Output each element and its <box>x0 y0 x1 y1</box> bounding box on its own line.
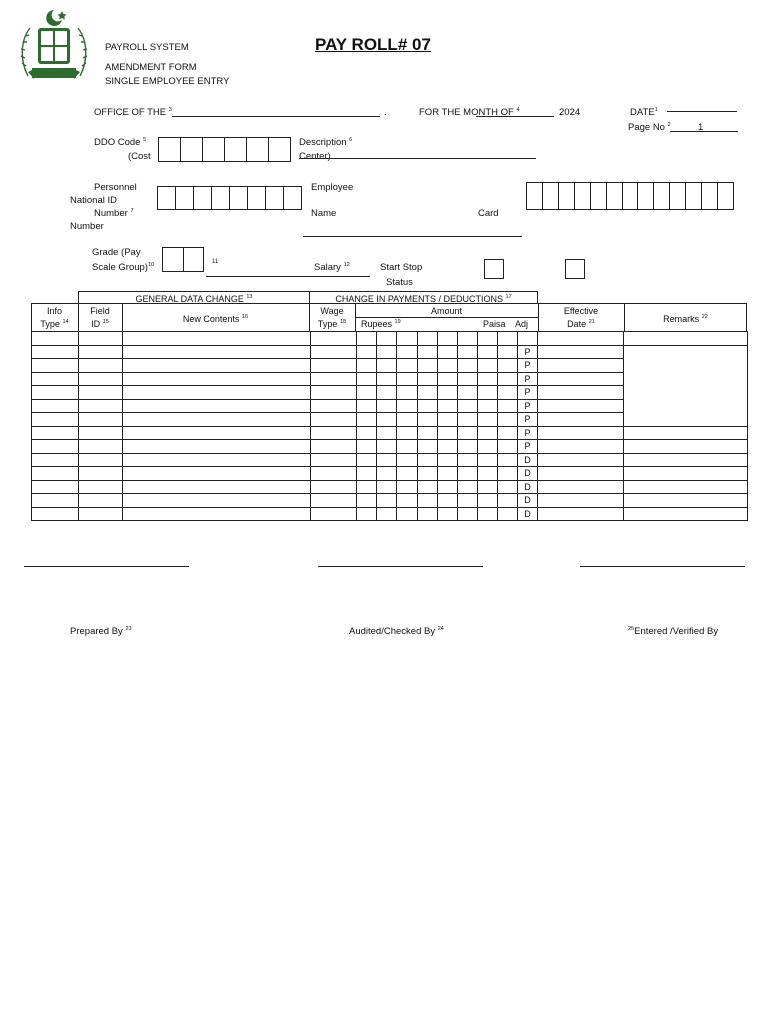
table-cell[interactable] <box>477 480 497 494</box>
table-cell[interactable] <box>377 399 397 413</box>
system-name: PAYROLL SYSTEM <box>105 42 189 53</box>
table-cell[interactable] <box>311 399 357 413</box>
field-11-label: 11 <box>212 259 219 265</box>
table-cell[interactable] <box>311 480 357 494</box>
table-cell[interactable] <box>477 345 497 359</box>
table-cell[interactable] <box>123 453 311 467</box>
table-cell[interactable] <box>123 359 311 373</box>
adj-cell[interactable]: P <box>517 345 537 359</box>
table-row <box>32 467 748 481</box>
table-cell[interactable] <box>538 480 624 494</box>
month-field[interactable] <box>476 116 554 117</box>
table-cell[interactable] <box>357 386 377 400</box>
table-cell[interactable] <box>357 480 377 494</box>
table-cell[interactable] <box>79 359 123 373</box>
table-cell[interactable] <box>457 386 477 400</box>
table-cell[interactable] <box>32 467 79 481</box>
table-cell[interactable] <box>123 494 311 508</box>
table-cell[interactable] <box>538 507 624 521</box>
table-cell[interactable] <box>397 399 417 413</box>
info-type-header: Info Type $^{14}$ <box>40 306 69 329</box>
table-cell[interactable] <box>417 372 437 386</box>
amount-header: Amount <box>430 306 463 316</box>
number-label-2: Number <box>70 221 104 232</box>
table-cell[interactable] <box>397 494 417 508</box>
table-cell[interactable] <box>497 440 517 454</box>
table-cell[interactable] <box>357 332 377 346</box>
table-cell[interactable] <box>538 467 624 481</box>
table-cell[interactable] <box>497 507 517 521</box>
table-cell[interactable] <box>417 507 437 521</box>
table-cell[interactable] <box>123 440 311 454</box>
table-cell[interactable] <box>79 332 123 346</box>
table-row <box>32 426 748 440</box>
table-cell[interactable] <box>79 372 123 386</box>
table-cell[interactable] <box>497 399 517 413</box>
entered-by-label: $^{25}$Entered /Verified By <box>628 626 719 638</box>
table-cell[interactable] <box>538 453 624 467</box>
table-cell[interactable] <box>538 426 624 440</box>
table-cell[interactable] <box>457 345 477 359</box>
adj-cell[interactable]: P <box>517 359 537 373</box>
table-cell[interactable] <box>32 372 79 386</box>
table-cell[interactable] <box>357 507 377 521</box>
paisa-header: Paisa <box>483 319 506 329</box>
table-cell[interactable] <box>79 480 123 494</box>
table-cell[interactable] <box>123 399 311 413</box>
table-cell[interactable] <box>79 345 123 359</box>
table-cell[interactable] <box>32 386 79 400</box>
table-cell[interactable] <box>377 413 397 427</box>
general-data-header: GENERAL DATA CHANGE $^{13}$ <box>135 294 253 304</box>
table-cell[interactable] <box>497 453 517 467</box>
table-cell[interactable] <box>357 372 377 386</box>
status-label: Status <box>386 277 413 288</box>
adj-header: Adj <box>515 319 529 329</box>
office-dot: . <box>384 107 387 118</box>
table-cell[interactable] <box>377 440 397 454</box>
table-cell[interactable] <box>624 440 748 454</box>
date-field[interactable] <box>667 111 737 112</box>
table-row <box>32 453 748 467</box>
table-cell[interactable] <box>457 359 477 373</box>
adj-cell[interactable]: P <box>517 386 537 400</box>
national-id-label: National ID <box>70 195 117 206</box>
table-cell[interactable] <box>397 386 417 400</box>
table-row <box>32 480 748 494</box>
table-cell[interactable] <box>417 399 437 413</box>
table-cell[interactable] <box>437 372 457 386</box>
table-cell[interactable] <box>397 480 417 494</box>
adj-cell[interactable]: P <box>517 426 537 440</box>
table-cell[interactable] <box>538 345 624 359</box>
table-cell[interactable] <box>32 507 79 521</box>
table-cell[interactable] <box>79 494 123 508</box>
salary-label: Salary $^{12}$ <box>314 262 350 274</box>
table-cell[interactable] <box>497 413 517 427</box>
name-label: Name <box>311 208 337 219</box>
table-cell[interactable] <box>377 359 397 373</box>
table-cell[interactable] <box>538 359 624 373</box>
table-cell[interactable] <box>357 426 377 440</box>
employee-label: Employee <box>311 182 354 193</box>
table-cell[interactable] <box>79 413 123 427</box>
table-cell[interactable] <box>497 494 517 508</box>
table-cell[interactable] <box>123 413 311 427</box>
table-cell[interactable] <box>32 332 79 346</box>
table-cell[interactable] <box>32 413 79 427</box>
table-cell[interactable] <box>437 480 457 494</box>
prepared-by-label: Prepared By $^{23}$ <box>70 626 132 638</box>
card-label: Card <box>478 208 499 219</box>
table-cell[interactable] <box>397 507 417 521</box>
remarks-merged-cell[interactable] <box>624 345 748 426</box>
table-cell[interactable] <box>79 440 123 454</box>
table-cell[interactable] <box>477 453 497 467</box>
table-cell[interactable] <box>377 372 397 386</box>
table-cell[interactable] <box>417 426 437 440</box>
table-cell[interactable] <box>377 467 397 481</box>
table-cell[interactable] <box>311 426 357 440</box>
table-cell[interactable] <box>311 453 357 467</box>
state-emblem-logo <box>18 6 90 86</box>
table-cell[interactable] <box>437 494 457 508</box>
adj-cell[interactable]: P <box>517 399 537 413</box>
page-title: PAY ROLL# 07 <box>315 35 431 54</box>
table-cell[interactable] <box>624 332 748 346</box>
grade-label: Grade (Pay <box>92 247 141 258</box>
table-cell[interactable] <box>397 453 417 467</box>
table-cell[interactable] <box>457 507 477 521</box>
table-cell[interactable] <box>497 480 517 494</box>
table-row <box>32 332 748 346</box>
description-label: Description $^6$ <box>299 137 353 149</box>
table-cell[interactable] <box>417 359 437 373</box>
table-cell[interactable] <box>377 453 397 467</box>
payroll-table <box>31 331 748 521</box>
page-no-label: Page No $^2$ <box>628 122 671 134</box>
table-cell[interactable] <box>477 372 497 386</box>
table-cell[interactable] <box>477 426 497 440</box>
table-cell[interactable] <box>377 332 397 346</box>
description-field[interactable] <box>299 158 536 159</box>
table-cell[interactable] <box>79 467 123 481</box>
table-cell[interactable] <box>624 467 748 481</box>
table-cell[interactable] <box>311 494 357 508</box>
table-cell[interactable] <box>311 467 357 481</box>
table-cell[interactable] <box>397 359 417 373</box>
table-cell[interactable] <box>123 507 311 521</box>
table-cell[interactable] <box>417 413 437 427</box>
start-checkbox[interactable] <box>484 259 504 279</box>
employee-name-field[interactable] <box>303 236 522 237</box>
field-id-header: Field ID $^{15}$ <box>90 306 110 329</box>
table-cell[interactable] <box>457 332 477 346</box>
table-cell[interactable] <box>417 332 437 346</box>
cost-label: (Cost <box>128 151 151 162</box>
table-cell[interactable] <box>624 453 748 467</box>
table-cell[interactable] <box>417 440 437 454</box>
field-11-input[interactable] <box>206 276 370 277</box>
adj-cell[interactable]: D <box>517 494 537 508</box>
table-cell[interactable] <box>624 426 748 440</box>
table-cell[interactable] <box>123 386 311 400</box>
year-value: 2024 <box>559 107 581 118</box>
table-cell[interactable] <box>397 467 417 481</box>
table-cell[interactable] <box>79 426 123 440</box>
office-field[interactable] <box>172 116 380 117</box>
table-cell[interactable] <box>397 440 417 454</box>
effective-date-header: Effective Date $^{21}$ <box>563 306 599 329</box>
table-cell[interactable] <box>457 494 477 508</box>
personnel-label: Personnel <box>94 182 137 193</box>
table-row <box>32 507 748 521</box>
table-cell[interactable] <box>457 372 477 386</box>
table-cell[interactable] <box>538 494 624 508</box>
adj-cell[interactable] <box>517 332 537 346</box>
scale-group-label: Scale Group)$^{10}$ <box>92 262 155 274</box>
table-cell[interactable] <box>311 359 357 373</box>
date-label: DATE$^1$ <box>630 107 658 119</box>
table-cell[interactable] <box>437 399 457 413</box>
stop-checkbox[interactable] <box>565 259 585 279</box>
table-cell[interactable] <box>538 440 624 454</box>
form-name: AMENDMENT FORM <box>105 62 197 73</box>
adj-cell[interactable]: D <box>517 467 537 481</box>
table-cell[interactable] <box>457 480 477 494</box>
table-cell[interactable] <box>538 372 624 386</box>
table-cell[interactable] <box>311 507 357 521</box>
table-cell[interactable] <box>397 413 417 427</box>
table-cell[interactable] <box>123 426 311 440</box>
table-cell[interactable] <box>477 332 497 346</box>
table-cell[interactable] <box>357 467 377 481</box>
table-cell[interactable] <box>32 480 79 494</box>
table-cell[interactable] <box>123 345 311 359</box>
adj-cell[interactable]: P <box>517 372 537 386</box>
table-row <box>32 345 748 359</box>
table-cell[interactable] <box>457 399 477 413</box>
table-cell[interactable] <box>79 507 123 521</box>
table-cell[interactable] <box>397 332 417 346</box>
table-cell[interactable] <box>311 345 357 359</box>
table-cell[interactable] <box>417 386 437 400</box>
table-cell[interactable] <box>123 480 311 494</box>
table-cell[interactable] <box>437 413 457 427</box>
adj-cell[interactable]: P <box>517 413 537 427</box>
table-cell[interactable] <box>123 372 311 386</box>
wage-type-header: Wage Type $^{18}$ <box>317 306 347 329</box>
table-cell[interactable] <box>397 345 417 359</box>
office-label: OFFICE OF THE $^3$ <box>94 107 172 119</box>
entry-type: SINGLE EMPLOYEE ENTRY <box>105 76 230 87</box>
table-cell[interactable] <box>357 399 377 413</box>
table-cell[interactable] <box>377 494 397 508</box>
table-cell[interactable] <box>437 440 457 454</box>
table-cell[interactable] <box>311 372 357 386</box>
table-cell[interactable] <box>311 332 357 346</box>
grade-boxes[interactable] <box>162 247 204 272</box>
personnel-number-boxes[interactable] <box>157 186 302 210</box>
table-cell[interactable] <box>477 386 497 400</box>
table-cell[interactable] <box>624 480 748 494</box>
remarks-header: Remarks $^{22}$ <box>663 314 708 324</box>
table-cell[interactable] <box>477 399 497 413</box>
table-cell[interactable] <box>457 440 477 454</box>
table-cell[interactable] <box>79 386 123 400</box>
start-stop-label: Start Stop <box>380 262 423 273</box>
adj-cell[interactable]: D <box>517 453 537 467</box>
center-label: Center) <box>299 151 331 162</box>
table-cell[interactable] <box>311 413 357 427</box>
national-id-boxes[interactable] <box>526 182 734 210</box>
table-cell[interactable] <box>417 494 437 508</box>
table-cell[interactable] <box>437 386 457 400</box>
table-cell[interactable] <box>32 494 79 508</box>
table-cell[interactable] <box>357 413 377 427</box>
adj-cell[interactable]: P <box>517 440 537 454</box>
table-cell[interactable] <box>357 494 377 508</box>
table-cell[interactable] <box>417 467 437 481</box>
table-cell[interactable] <box>357 440 377 454</box>
table-cell[interactable] <box>477 413 497 427</box>
table-cell[interactable] <box>538 413 624 427</box>
page-no-value: 1 <box>698 122 704 133</box>
month-label: FOR THE MONTH OF $^4$ <box>419 107 520 119</box>
new-contents-header: New Contents $^{16}$ <box>182 314 249 324</box>
table-cell[interactable] <box>357 345 377 359</box>
entered-by-signature-line[interactable] <box>580 566 745 567</box>
table-cell[interactable] <box>457 453 477 467</box>
table-cell[interactable] <box>457 467 477 481</box>
table-cell[interactable] <box>417 480 437 494</box>
table-cell[interactable] <box>437 467 457 481</box>
table-row <box>32 494 748 508</box>
table-cell[interactable] <box>32 359 79 373</box>
table-cell[interactable] <box>538 332 624 346</box>
table-cell[interactable] <box>497 332 517 346</box>
table-cell[interactable] <box>377 386 397 400</box>
table-cell[interactable] <box>123 467 311 481</box>
table-cell[interactable] <box>538 386 624 400</box>
table-cell[interactable] <box>497 426 517 440</box>
table-cell[interactable] <box>437 426 457 440</box>
audited-by-label: Audited/Checked By $^{24}$ <box>349 626 444 638</box>
table-cell[interactable] <box>79 399 123 413</box>
table-cell[interactable] <box>377 426 397 440</box>
table-cell[interactable] <box>417 345 437 359</box>
table-cell[interactable] <box>624 494 748 508</box>
table-cell[interactable] <box>32 345 79 359</box>
table-cell[interactable] <box>437 332 457 346</box>
table-cell[interactable] <box>497 359 517 373</box>
rupees-header: Rupees $^{19}$ <box>361 319 401 329</box>
table-cell[interactable] <box>477 467 497 481</box>
table-cell[interactable] <box>437 359 457 373</box>
table-cell[interactable] <box>437 453 457 467</box>
table-cell[interactable] <box>32 426 79 440</box>
table-cell[interactable] <box>497 386 517 400</box>
ddo-code-label: DDO Code $^5$ <box>94 137 147 149</box>
table-cell[interactable] <box>477 507 497 521</box>
adj-cell[interactable]: D <box>517 480 537 494</box>
payments-header: CHANGE IN PAYMENTS / DEDUCTIONS $^{17}$ <box>335 294 512 304</box>
table-cell[interactable] <box>32 440 79 454</box>
table-cell[interactable] <box>377 345 397 359</box>
table-cell[interactable] <box>32 453 79 467</box>
table-cell[interactable] <box>497 372 517 386</box>
table-cell[interactable] <box>457 426 477 440</box>
table-cell[interactable] <box>377 507 397 521</box>
table-cell[interactable] <box>417 453 437 467</box>
audited-by-signature-line[interactable] <box>318 566 483 567</box>
table-cell[interactable] <box>477 440 497 454</box>
table-cell[interactable] <box>397 426 417 440</box>
table-cell[interactable] <box>311 440 357 454</box>
number-label: Number $^7$ <box>94 208 134 220</box>
table-cell[interactable] <box>477 359 497 373</box>
table-cell[interactable] <box>457 413 477 427</box>
table-cell[interactable] <box>397 372 417 386</box>
table-cell[interactable] <box>123 332 311 346</box>
table-cell[interactable] <box>497 467 517 481</box>
ddo-code-boxes[interactable] <box>158 137 291 162</box>
table-cell[interactable] <box>624 507 748 521</box>
table-cell[interactable] <box>538 399 624 413</box>
prepared-by-signature-line[interactable] <box>24 566 189 567</box>
table-cell[interactable] <box>437 345 457 359</box>
table-cell[interactable] <box>477 494 497 508</box>
table-row <box>32 440 748 454</box>
table-cell[interactable] <box>311 386 357 400</box>
table-cell[interactable] <box>377 480 397 494</box>
page-no-field[interactable] <box>670 131 738 132</box>
table-cell[interactable] <box>32 399 79 413</box>
adj-cell[interactable]: D <box>517 507 537 521</box>
table-cell[interactable] <box>357 453 377 467</box>
table-cell[interactable] <box>357 359 377 373</box>
table-cell[interactable] <box>437 507 457 521</box>
table-cell[interactable] <box>79 453 123 467</box>
table-cell[interactable] <box>497 345 517 359</box>
